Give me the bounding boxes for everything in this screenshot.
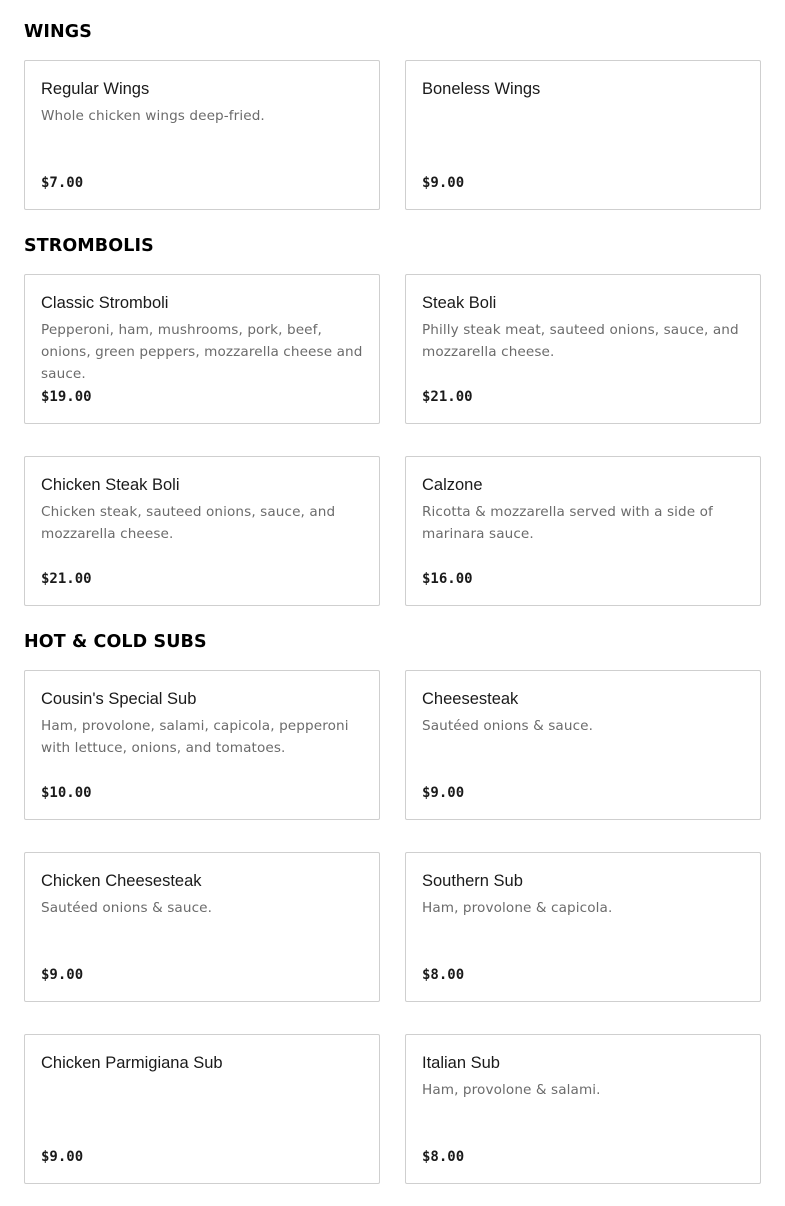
item-price: $8.00 xyxy=(422,967,465,983)
menu-item-card[interactable] xyxy=(24,456,380,606)
item-description: Pepperoni, ham, mushrooms, pork, beef, onions, green peppers, mozzarella cheese and sauce. xyxy=(41,322,363,382)
item-description: Sautéed onions & sauce. xyxy=(41,900,213,916)
item-description: Ham, provolone, salami, capicola, pepperoni with lettuce, onions, and tomatoes. xyxy=(41,718,349,756)
menu-item-card[interactable] xyxy=(24,60,380,210)
menu-item-card[interactable] xyxy=(24,852,380,1002)
section-title: STROMBOLIS xyxy=(24,236,154,256)
item-price: $9.00 xyxy=(41,1149,84,1165)
menu-item-card[interactable] xyxy=(24,274,380,424)
menu-item-card[interactable] xyxy=(405,1034,761,1184)
item-name: Boneless Wings xyxy=(422,80,541,98)
item-description: Philly steak meat, sauteed onions, sauce, and mozzarella cheese. xyxy=(422,322,739,360)
menu-item-card[interactable] xyxy=(24,670,380,820)
item-description: Whole chicken wings deep-fried. xyxy=(41,108,265,124)
item-name: Italian Sub xyxy=(422,1054,500,1072)
item-price: $7.00 xyxy=(41,175,84,191)
menu-item-card[interactable] xyxy=(24,1034,380,1184)
menu-item-card[interactable] xyxy=(405,274,761,424)
menu-section-strombolis xyxy=(24,232,761,606)
item-price: $21.00 xyxy=(422,389,473,405)
item-name: Regular Wings xyxy=(41,80,150,98)
item-name: Calzone xyxy=(422,476,483,494)
item-price: $8.00 xyxy=(422,1149,465,1165)
item-name: Classic Stromboli xyxy=(41,294,169,312)
menu-section-wings xyxy=(24,0,761,210)
section-title: WINGS xyxy=(24,22,92,42)
item-name: Chicken Cheesesteak xyxy=(41,872,202,890)
item-name: Chicken Steak Boli xyxy=(41,476,180,494)
menu-section-subs xyxy=(24,628,761,1184)
item-name: Cheesesteak xyxy=(422,690,519,708)
item-description: Ham, provolone & salami. xyxy=(422,1082,601,1098)
item-price: $9.00 xyxy=(422,785,465,801)
item-description: Ricotta & mozzarella served with a side of marinara sauce. xyxy=(422,504,713,542)
item-price: $10.00 xyxy=(41,785,92,801)
item-description: Chicken steak, sauteed onions, sauce, and mozzarella cheese. xyxy=(41,504,336,542)
item-price: $9.00 xyxy=(422,175,465,191)
menu-item-card[interactable] xyxy=(405,456,761,606)
item-description: Ham, provolone & capicola. xyxy=(422,900,613,916)
menu-item-card[interactable] xyxy=(405,60,761,210)
item-name: Southern Sub xyxy=(422,872,523,890)
item-name: Cousin's Special Sub xyxy=(41,690,197,708)
menu-item-card[interactable] xyxy=(405,852,761,1002)
menu-item-grid xyxy=(24,60,761,210)
menu-item-grid xyxy=(24,274,761,606)
item-price: $16.00 xyxy=(422,571,473,587)
item-description: Sautéed onions & sauce. xyxy=(422,718,594,734)
section-title: HOT & COLD SUBS xyxy=(24,632,207,652)
item-price: $19.00 xyxy=(41,389,92,405)
item-price: $21.00 xyxy=(41,571,92,587)
item-name: Steak Boli xyxy=(422,294,497,312)
menu-item-grid xyxy=(24,670,761,1184)
item-price: $9.00 xyxy=(41,967,84,983)
item-name: Chicken Parmigiana Sub xyxy=(41,1054,223,1072)
menu-item-card[interactable] xyxy=(405,670,761,820)
menu-list xyxy=(24,0,761,1206)
